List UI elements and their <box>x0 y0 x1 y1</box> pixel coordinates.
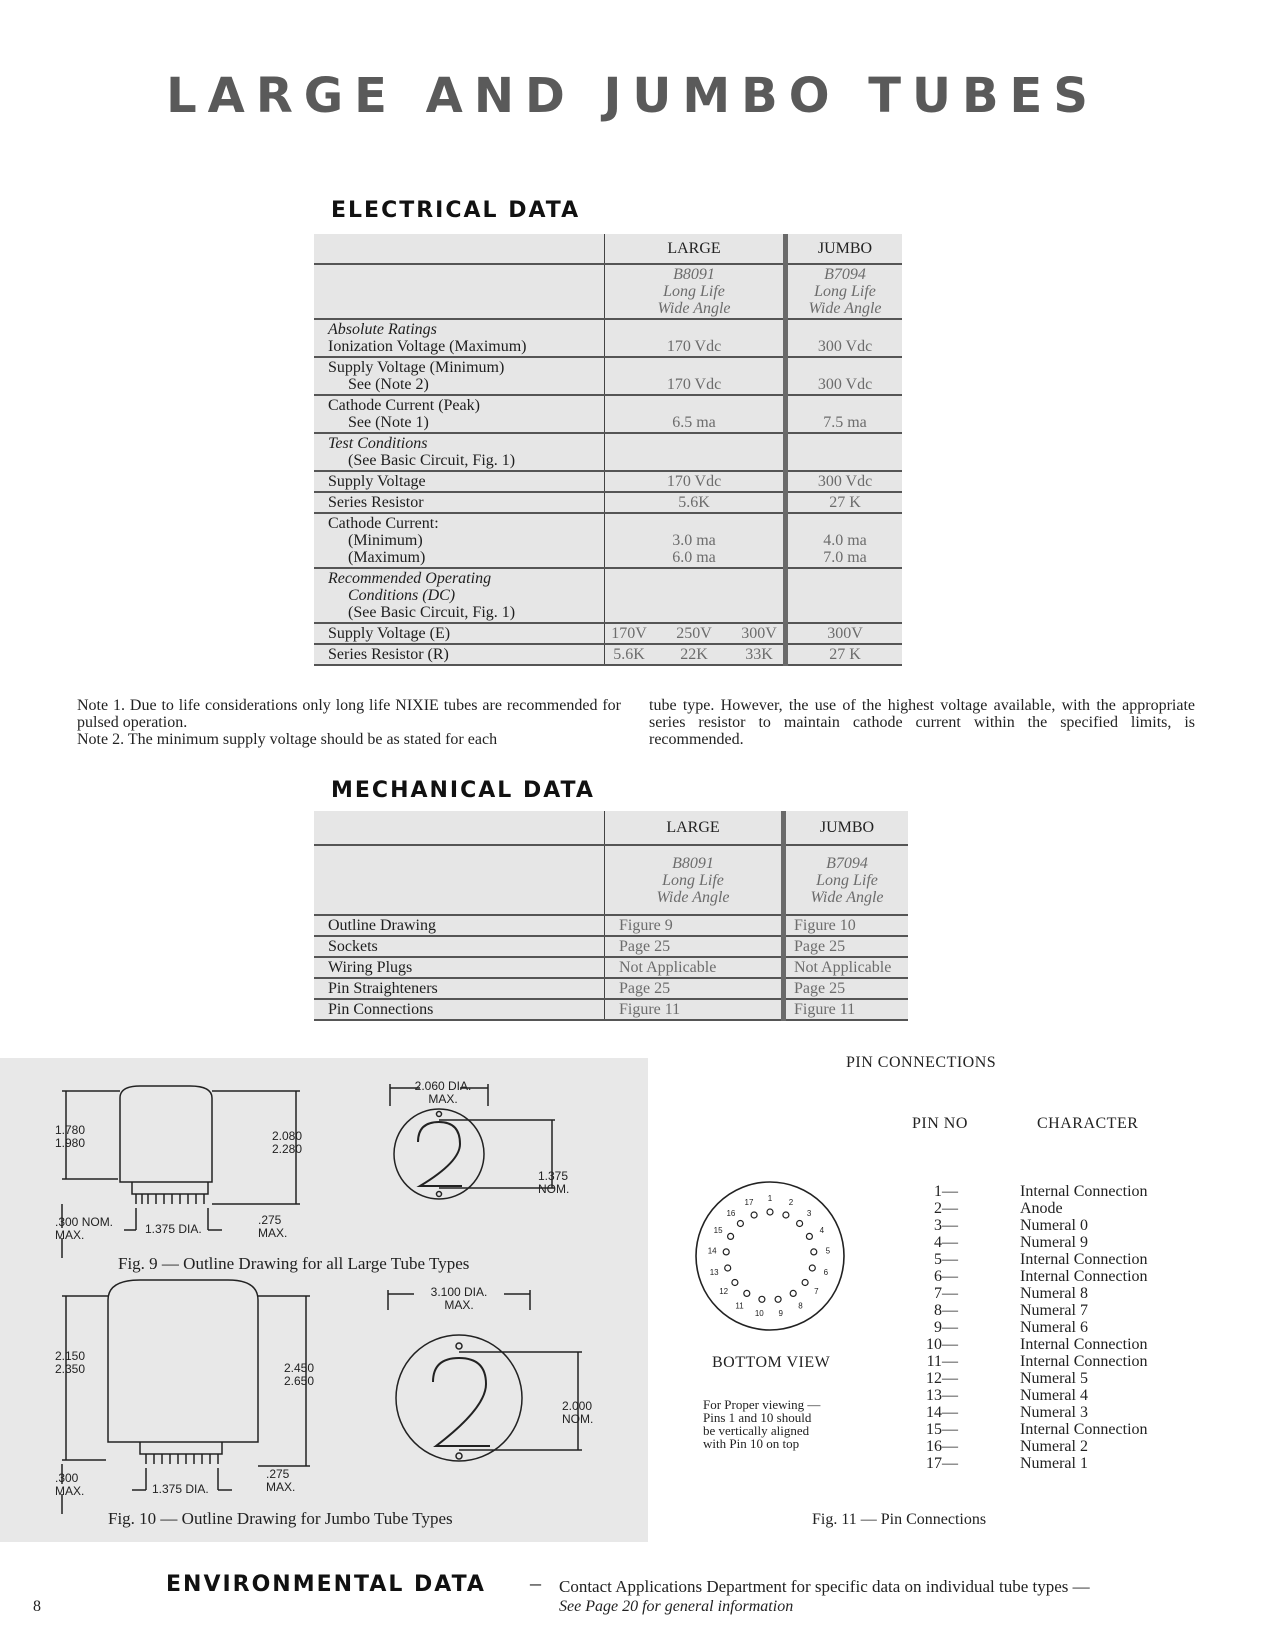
pin-number: 2 <box>934 1200 942 1217</box>
absolute-ratings-label: Absolute Ratings <box>328 321 437 338</box>
mech-row-jumbo: Not Applicable <box>784 957 909 978</box>
rec-op-ref: (See Basic Circuit, Fig. 1) <box>348 604 516 621</box>
header-blank <box>314 811 605 845</box>
pin-dash: — <box>942 1251 958 1268</box>
pin-dash: — <box>942 1353 958 1370</box>
pin-character: Numeral 4 <box>1020 1387 1088 1404</box>
large-angle: Wide Angle <box>656 888 730 906</box>
fig9-caption: Fig. 9 — Outline Drawing for all Large Tube Types <box>118 1254 470 1273</box>
header-blank <box>314 234 605 264</box>
fig10-dot <box>456 1343 462 1349</box>
pin-row <box>916 1217 1186 1234</box>
fig10-base-label <box>55 1472 84 1498</box>
supply-min-jumbo: 300 Vdc <box>786 357 903 395</box>
viewing-note-line: For Proper viewing — <box>703 1397 821 1412</box>
pin-row <box>916 1455 1186 1472</box>
bottom-view-circle <box>696 1182 844 1330</box>
large-type: B8091 <box>673 266 715 283</box>
fig9-top-dia-a: 2.060 DIA. <box>414 1079 472 1093</box>
mech-row-label: Pin Connections <box>314 999 605 1020</box>
series-r-large-value: 22K <box>680 646 708 663</box>
pin-character: Internal Connection <box>1020 1268 1148 1285</box>
environmental-text: Contact Applications Department for specific data on individual tube types — <box>559 1577 1090 1596</box>
page-number: 8 <box>33 1598 41 1615</box>
jumbo-type: B7094 <box>826 854 868 872</box>
pin-row <box>916 1353 1186 1370</box>
jumbo-type: B7094 <box>824 266 866 283</box>
series-resistor-jumbo: 27 K <box>786 492 903 513</box>
cathode-current-cell <box>314 513 605 568</box>
fig9-h2b: 2.280 <box>272 1142 303 1156</box>
fig10-caption: Fig. 10 — Outline Drawing for Jumbo Tube Types <box>108 1509 453 1528</box>
fig11-caption: Fig. 11 — Pin Connections <box>812 1511 987 1528</box>
fig9-top-dia-b: MAX. <box>428 1092 458 1106</box>
pin-dot <box>759 1296 765 1302</box>
pin-dot-label: 1 <box>767 1194 773 1203</box>
fig10-top-dia-a: 3.100 DIA. <box>430 1285 488 1299</box>
viewing-note <box>703 1398 820 1450</box>
cathode-max-large: 6.0 ma <box>672 549 716 566</box>
col-large-header: LARGE <box>605 234 786 264</box>
pin-dot <box>811 1249 817 1255</box>
fig10-top-circle <box>396 1335 522 1461</box>
pin-dot <box>744 1290 750 1296</box>
fig10-pin-a: .275 <box>266 1467 290 1481</box>
pin-number: 3 <box>934 1217 942 1234</box>
fig9-side-a: 1.375 <box>538 1169 569 1183</box>
supply-e-large-value: 170V <box>611 625 647 642</box>
pin-character: Anode <box>1020 1200 1063 1217</box>
pin-number: 15 <box>926 1421 942 1438</box>
pin-dot <box>790 1290 796 1296</box>
pin-dash: — <box>942 1200 958 1217</box>
pin-row <box>916 1387 1186 1404</box>
pin-character: Numeral 9 <box>1020 1234 1088 1251</box>
cathode-peak-label: Cathode Current (Peak) <box>328 397 480 414</box>
mechanical-data-table <box>314 811 908 1021</box>
fig10-pin-circle-dia: 1.375 DIA. <box>152 1482 209 1496</box>
supply-min-large: 170 Vdc <box>605 357 786 395</box>
large-type-cell <box>605 845 784 915</box>
character-header: CHARACTER <box>1037 1115 1139 1132</box>
cathode-jumbo-cell <box>786 513 903 568</box>
large-angle: Wide Angle <box>657 300 731 317</box>
mech-row-label: Wiring Plugs <box>314 957 605 978</box>
fig10-overall-height-label <box>284 1362 314 1388</box>
pin-dot-label: 4 <box>819 1226 825 1236</box>
pin-dash: — <box>942 1404 958 1421</box>
mech-row-large: Not Applicable <box>605 957 784 978</box>
fig10-tube-base <box>140 1442 222 1454</box>
mech-row-label: Outline Drawing <box>314 915 605 936</box>
fig10-h2a: 2.450 <box>284 1361 315 1375</box>
note-2: Note 2. The minimum supply voltage should be as stated for each <box>77 731 498 748</box>
fig10-dot <box>456 1453 462 1459</box>
fig10-side-b: NOM. <box>562 1412 594 1426</box>
pin-number: 7 <box>934 1285 942 1302</box>
col-large-header: LARGE <box>605 811 784 845</box>
cathode-large-cell <box>605 513 786 568</box>
pin-row <box>916 1319 1186 1336</box>
cathode-min-jumbo: 4.0 ma <box>823 532 867 549</box>
mech-row-label: Sockets <box>314 936 605 957</box>
pin-dash: — <box>942 1421 958 1438</box>
fig9-base-label <box>55 1216 113 1242</box>
pin-dot <box>767 1209 773 1215</box>
fig9-tube-base <box>132 1182 208 1194</box>
pin-dots-group <box>708 1194 831 1318</box>
subheader-blank <box>314 264 605 319</box>
pin-row <box>916 1370 1186 1387</box>
cathode-peak-jumbo: 7.5 ma <box>786 395 903 433</box>
fig10-pins <box>146 1454 218 1464</box>
rec-op-label-2: Conditions (DC) <box>348 587 456 604</box>
series-r-label: Series Resistor (R) <box>314 644 605 665</box>
bottom-view-label: BOTTOM VIEW <box>712 1354 831 1371</box>
mechanical-data-heading: MECHANICAL DATA <box>331 778 595 803</box>
large-life: Long Life <box>663 283 725 300</box>
pin-dash: — <box>942 1370 958 1387</box>
jumbo-angle: Wide Angle <box>808 300 882 317</box>
pin-character: Numeral 7 <box>1020 1302 1088 1319</box>
test-conditions-cell <box>314 433 605 471</box>
pin-dot <box>751 1212 757 1218</box>
series-r-large-cell <box>605 644 786 665</box>
pin-row <box>916 1285 1186 1302</box>
pin-dot-label: 17 <box>744 1197 754 1207</box>
fig9-overall-height-label <box>272 1130 302 1156</box>
fig9-dot <box>437 1192 442 1197</box>
pin-dot <box>725 1265 731 1271</box>
pin-dash: — <box>942 1387 958 1404</box>
supply-e-large-value: 300V <box>741 625 777 642</box>
pin-number: 11 <box>926 1353 942 1370</box>
fig9-h1b: 1.980 <box>55 1136 86 1150</box>
pin-character: Internal Connection <box>1020 1421 1148 1438</box>
mech-row-large: Page 25 <box>605 936 784 957</box>
supply-voltage-large: 170 Vdc <box>605 471 786 492</box>
blank-cell <box>786 568 903 623</box>
blank-cell <box>605 433 786 471</box>
viewing-note-line: Pins 1 and 10 should <box>703 1410 812 1425</box>
fig10-base-b: MAX. <box>55 1484 85 1498</box>
fig9-pin-b: MAX. <box>258 1226 288 1240</box>
blank-cell <box>605 568 786 623</box>
jumbo-life: Long Life <box>814 283 876 300</box>
environmental-dash: – <box>530 1570 541 1595</box>
ionization-large: 170 Vdc <box>605 319 786 357</box>
pin-dot <box>797 1221 803 1227</box>
fig9-side-b: NOM. <box>538 1182 570 1196</box>
electrical-data-heading: ELECTRICAL DATA <box>331 198 581 223</box>
fig10-h1a: 2.150 <box>55 1349 86 1363</box>
pin-number: 14 <box>926 1404 942 1421</box>
pin-dash: — <box>942 1438 958 1455</box>
pin-row <box>916 1234 1186 1251</box>
fig10-top-dia-label <box>414 1286 504 1312</box>
cathode-peak-large: 6.5 ma <box>605 395 786 433</box>
jumbo-type-cell <box>784 845 909 915</box>
pin-number: 6 <box>934 1268 942 1285</box>
pin-dash: — <box>942 1234 958 1251</box>
pin-number: 16 <box>926 1438 942 1455</box>
pin-number: 13 <box>926 1387 942 1404</box>
rec-op-label: Recommended Operating <box>328 570 492 587</box>
pin-row <box>916 1251 1186 1268</box>
mech-row-large: Figure 11 <box>605 999 784 1020</box>
cathode-peak-label-cell <box>314 395 605 433</box>
pin-dot-label: 16 <box>726 1209 736 1219</box>
pin-dot-label: 6 <box>823 1267 829 1277</box>
pin-no-header: PIN NO <box>912 1115 968 1132</box>
cathode-min-large: 3.0 ma <box>672 532 716 549</box>
pin-number: 8 <box>934 1302 942 1319</box>
pin-dot <box>728 1233 734 1239</box>
mech-row-jumbo: Figure 11 <box>784 999 909 1020</box>
pin-number: 10 <box>926 1336 942 1353</box>
fig10-h1b: 2.350 <box>55 1362 86 1376</box>
pin-row <box>916 1183 1186 1200</box>
supply-e-label: Supply Voltage (E) <box>314 623 605 644</box>
pin-number: 9 <box>934 1319 942 1336</box>
test-conditions-label: Test Conditions <box>328 435 428 452</box>
pin-dash: — <box>942 1302 958 1319</box>
pin-dot <box>732 1280 738 1286</box>
mech-row-jumbo: Page 25 <box>784 936 909 957</box>
pin-dot <box>783 1212 789 1218</box>
blank-cell <box>786 433 903 471</box>
fig10-base-a: .300 <box>55 1471 79 1485</box>
cathode-peak-note: See (Note 1) <box>348 414 429 431</box>
supply-voltage-label: Supply Voltage <box>314 471 605 492</box>
fig9-tube-body <box>120 1086 212 1182</box>
pin-dot-label: 9 <box>778 1309 783 1318</box>
fig9-base-b: MAX. <box>55 1228 85 1242</box>
supply-min-note: See (Note 2) <box>348 376 429 393</box>
pin-character: Numeral 3 <box>1020 1404 1088 1421</box>
cathode-max-label: (Maximum) <box>348 549 426 566</box>
pin-number: 17 <box>926 1455 942 1472</box>
pin-character: Internal Connection <box>1020 1183 1148 1200</box>
electrical-data-table-wrap <box>314 234 902 666</box>
pin-dot-label: 3 <box>806 1209 812 1219</box>
ionization-jumbo: 300 Vdc <box>786 319 903 357</box>
cathode-max-jumbo: 7.0 ma <box>823 549 867 566</box>
pin-dash: — <box>942 1217 958 1234</box>
fig9-pin-circle-dia: 1.375 DIA. <box>145 1222 202 1236</box>
pin-row <box>916 1438 1186 1455</box>
fig10-side-a: 2.000 <box>562 1399 593 1413</box>
pin-character: Numeral 2 <box>1020 1438 1088 1455</box>
supply-min-label-cell <box>314 357 605 395</box>
supply-voltage-jumbo: 300 Vdc <box>786 471 903 492</box>
pin-dash: — <box>942 1455 958 1472</box>
pin-number: 5 <box>934 1251 942 1268</box>
fig9-pin-length-label <box>258 1214 287 1240</box>
pin-row <box>916 1421 1186 1438</box>
col-jumbo-header: JUMBO <box>784 811 909 845</box>
pin-character: Numeral 6 <box>1020 1319 1088 1336</box>
fig10-dim-left <box>62 1296 108 1460</box>
outline-drawings-svg <box>0 1058 648 1542</box>
pin-character: Numeral 0 <box>1020 1217 1088 1234</box>
large-type-cell <box>605 264 786 319</box>
pin-dot <box>806 1233 812 1239</box>
pin-number: 4 <box>934 1234 942 1251</box>
pin-character: Internal Connection <box>1020 1353 1148 1370</box>
supply-e-large-value: 250V <box>676 625 712 642</box>
jumbo-angle: Wide Angle <box>810 888 884 906</box>
notes-left <box>77 697 621 748</box>
fig9-top-dia-label <box>398 1080 488 1106</box>
mech-row-large: Page 25 <box>605 978 784 999</box>
supply-min-label: Supply Voltage (Minimum) <box>328 359 505 376</box>
pin-dot-label: 2 <box>788 1197 794 1207</box>
fig10-side-label <box>562 1400 593 1426</box>
pin-dot <box>723 1249 729 1255</box>
fig10-pin-b: MAX. <box>266 1480 296 1494</box>
pin-character: Numeral 5 <box>1020 1370 1088 1387</box>
subheader-blank <box>314 845 605 915</box>
fig10-h2b: 2.650 <box>284 1374 315 1388</box>
fig10-top-dia-b: MAX. <box>444 1298 474 1312</box>
jumbo-life: Long Life <box>816 871 878 889</box>
pin-row <box>916 1200 1186 1217</box>
pin-connections-title: PIN CONNECTIONS <box>846 1054 997 1071</box>
fig9-height-label <box>55 1124 85 1150</box>
col-jumbo-header: JUMBO <box>786 234 903 264</box>
large-life: Long Life <box>662 871 724 889</box>
fig9-h1a: 1.780 <box>55 1123 86 1137</box>
series-r-jumbo: 27 K <box>786 644 903 665</box>
mech-row-jumbo: Figure 10 <box>784 915 909 936</box>
pin-list <box>916 1183 1186 1472</box>
pin-dot-label: 14 <box>707 1246 717 1256</box>
pin-dot <box>802 1280 808 1286</box>
mech-row-label: Pin Straighteners <box>314 978 605 999</box>
pin-row <box>916 1268 1186 1285</box>
cathode-current-label: Cathode Current: <box>328 515 439 532</box>
rec-op-cell <box>314 568 605 623</box>
fig9-pin-a: .275 <box>258 1213 282 1227</box>
fig10-pin-length-label <box>266 1468 295 1494</box>
series-r-large-value: 5.6K <box>613 646 645 663</box>
pin-dot-label: 10 <box>754 1309 764 1318</box>
pin-character: Internal Connection <box>1020 1251 1148 1268</box>
pin-dot-label: 8 <box>798 1301 803 1311</box>
mech-row-jumbo: Page 25 <box>784 978 909 999</box>
pin-character: Numeral 8 <box>1020 1285 1088 1302</box>
mech-row-large: Figure 9 <box>605 915 784 936</box>
fig10-height-label <box>55 1350 85 1376</box>
pin-dash: — <box>942 1285 958 1302</box>
pin-dot <box>737 1221 743 1227</box>
pin-dot <box>809 1265 815 1271</box>
pin-row <box>916 1404 1186 1421</box>
pin-dash: — <box>942 1336 958 1353</box>
electrical-data-table <box>314 234 902 666</box>
series-r-large-value: 33K <box>745 646 773 663</box>
pin-row <box>916 1302 1186 1319</box>
ionization-label <box>314 319 605 357</box>
supply-e-jumbo: 300V <box>786 623 903 644</box>
series-resistor-label: Series Resistor <box>314 492 605 513</box>
note-1: Note 1. Due to life considerations only long life NIXIE tubes are recommended for pulsed operation. <box>77 697 621 731</box>
pin-number: 1 <box>934 1183 942 1200</box>
fig9-pins <box>136 1194 204 1204</box>
pin-dash: — <box>942 1268 958 1285</box>
pin-dot-label: 12 <box>719 1287 729 1296</box>
mechanical-data-table-wrap <box>314 811 908 1021</box>
large-type: B8091 <box>672 854 714 872</box>
note-2-continued: tube type. However, the use of the highest voltage available, with the appropriate series resistor to maintain cathode current within the specified limits, is recommended. <box>649 697 1195 748</box>
fig10-numeral <box>433 1358 490 1446</box>
viewing-note-line: with Pin 10 on top <box>703 1436 800 1451</box>
fig9-dot <box>437 1112 442 1117</box>
pin-dot-label: 13 <box>709 1267 719 1277</box>
pin-number: 12 <box>926 1370 942 1387</box>
environmental-data-heading: ENVIRONMENTAL DATA <box>166 1572 486 1597</box>
pin-character: Internal Connection <box>1020 1336 1148 1353</box>
fig9-h2a: 2.080 <box>272 1129 303 1143</box>
ionization-voltage-label: Ionization Voltage (Maximum) <box>328 338 527 355</box>
pin-dot-label: 11 <box>735 1301 744 1311</box>
fig9-side-label <box>538 1170 569 1196</box>
supply-e-large-cell <box>605 623 786 644</box>
series-resistor-large: 5.6K <box>605 492 786 513</box>
page-title: LARGE AND JUMBO TUBES <box>166 68 1099 124</box>
pin-dash: — <box>942 1183 958 1200</box>
pin-row <box>916 1336 1186 1353</box>
pin-dot-label: 15 <box>713 1226 723 1236</box>
pin-dash: — <box>942 1319 958 1336</box>
pin-dot <box>775 1296 781 1302</box>
fig9-base-a: .300 NOM. <box>55 1215 114 1229</box>
pin-dot-label: 5 <box>825 1246 831 1256</box>
pin-dot-label: 7 <box>814 1287 819 1296</box>
jumbo-type-cell <box>786 264 903 319</box>
environmental-text-2: See Page 20 for general information <box>559 1598 794 1615</box>
fig9-numeral <box>418 1122 462 1186</box>
bottom-view-svg <box>692 1178 852 1338</box>
cathode-min-label: (Minimum) <box>348 532 423 549</box>
test-conditions-ref: (See Basic Circuit, Fig. 1) <box>348 452 516 469</box>
fig10-tube-body <box>108 1280 258 1442</box>
pin-character: Numeral 1 <box>1020 1455 1088 1472</box>
viewing-note-line: be vertically aligned <box>703 1423 810 1438</box>
